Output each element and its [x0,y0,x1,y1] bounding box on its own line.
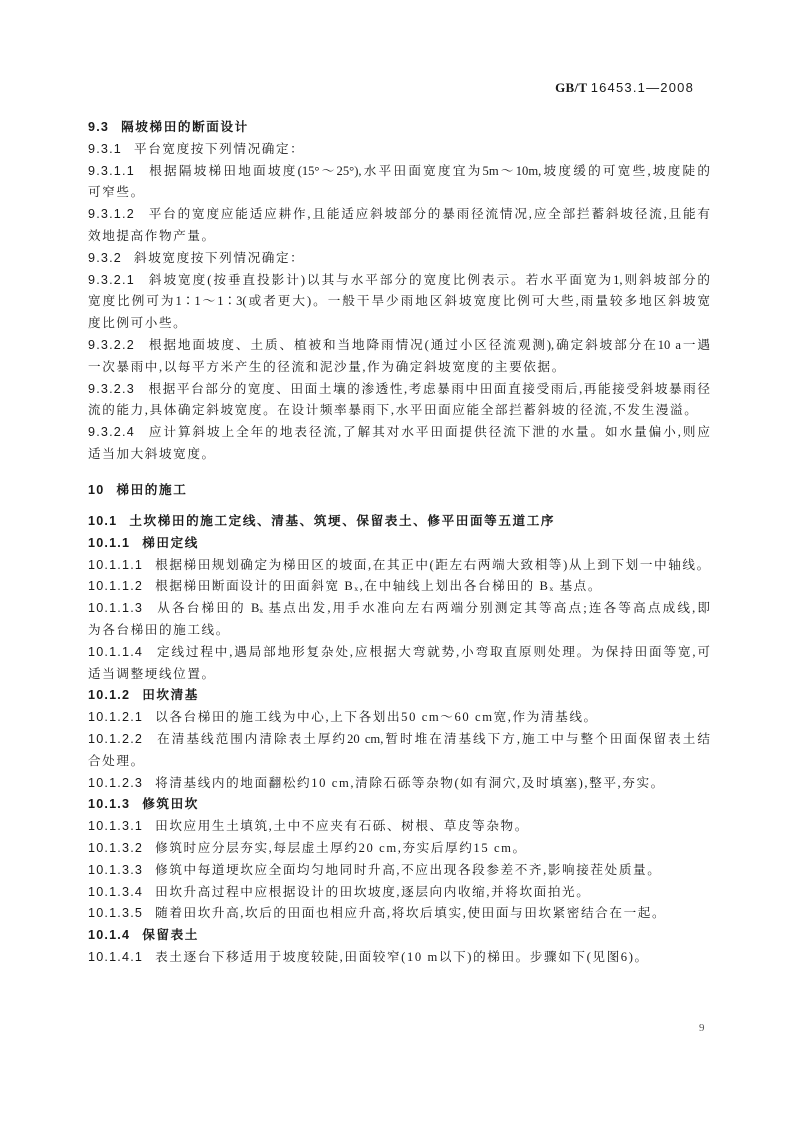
section-heading [88,794,710,816]
clause-text: 一次暴雨中,以每平方米产生的径流和泥沙量,作为确定斜坡宽度的主要依据。 [88,359,566,374]
clause [88,576,710,598]
text-line [88,620,710,642]
clause-number: 10 [88,483,105,497]
clause-text: 合处理。 [88,753,145,768]
clause [88,335,710,379]
clause-number: 10.1.3 [88,797,131,812]
clause-text: 效地提高作物产量。 [88,228,216,243]
text-line [88,182,710,204]
text-line [88,204,710,226]
clause [88,270,710,335]
clause-text: 度比例可小些。 [88,316,188,331]
clause [88,903,710,925]
clause-number: 10.1.1.1 [88,557,144,572]
clause-number: 10.1.2.1 [88,710,144,725]
clause-text: 流的能力,具体确定斜坡宽度。在设计频率暴雨下,水平田面应能全部拦蓄斜坡的径流,不发生漫溢。 [88,403,699,418]
clause-text: 从各台梯田的 Bₓ 基点出发,用手水准向左右两端分别测定其等高点;连各等高点成线,即 [155,601,710,616]
text-line [88,313,710,335]
clause-text: 修筑中每道埂坎应全面均匀地同时升高,不应出现各段参差不齐,影响接茬处质量。 [155,862,662,877]
clause [88,422,710,466]
clause-number: 10.1 [88,514,118,528]
clause-text: 根据梯田断面设计的田面斜宽 Bₓ,在中轴线上划出各台梯田的 Bₓ 基点。 [155,579,603,594]
section-heading [88,480,710,502]
clause-number: 10.1.2.2 [88,731,144,746]
clause [88,816,710,838]
clause-number: 10.1.1.2 [88,579,144,594]
clause-number: 9.3.1.2 [88,207,135,222]
text-line [88,422,710,444]
section-heading [88,685,710,707]
text-line [88,729,710,751]
clause-number: 9.3.2.4 [88,425,135,440]
text-line [88,117,710,139]
page-number: 9 [699,1022,705,1034]
clause [88,204,710,248]
standard-number: 16453.1—2008 [590,80,694,95]
clause-text: 保留表土 [142,928,199,943]
text-line [88,925,710,947]
section-10-1 [88,511,710,969]
text-line [88,444,710,466]
clause-number: 10.1.4 [88,928,131,943]
clause [88,161,710,205]
clause-number: 9.3.2.3 [88,381,135,396]
clause-text: 根据梯田规划确定为梯田区的坡面,在其正中(距左右两端大致相等)从上到下划一中轴线。 [155,557,711,572]
clause-number: 10.1.3.5 [88,906,144,921]
clause-text: 梯田定线 [142,535,199,550]
text-line [88,248,710,270]
clause [88,860,710,882]
clause-text: 修筑时应分层夯实,每层虚土厚约20 cm,夯实后厚约15 cm。 [155,840,527,855]
standard-prefix: GB/T [555,80,588,95]
text-line [88,400,710,422]
clause-text: 斜坡宽度(按垂直投影计)以其与水平部分的宽度比例表示。若水平面宽为1,则斜坡部分的 [146,272,710,287]
text-line [88,357,710,379]
clause-number: 10.1.3.1 [88,819,144,834]
clause [88,598,710,642]
clause-number: 10.1.1.4 [88,644,144,659]
clause-number: 10.1.3.2 [88,840,144,855]
text-line [88,903,710,925]
text-line [88,642,710,664]
clause [88,642,710,686]
clause-text: 田坎升高过程中应根据设计的田坎坡度,逐层向内收缩,并将坎面拍光。 [155,884,591,899]
text-line [88,838,710,860]
clause-number: 9.3.1 [88,141,123,156]
text-line [88,773,710,795]
text-line [88,707,710,729]
text-line [88,685,710,707]
clause-text: 将清基线内的地面翻松约10 cm,清除石砾等杂物(如有洞穴,及时填塞),整平,夯实。 [155,775,665,790]
clause-text: 以各台梯田的施工线为中心,上下各划出50 cm～60 cm宽,作为清基线。 [155,710,598,725]
clause-text: 田坎应用生土填筑,土中不应夹有石砾、树根、草皮等杂物。 [155,819,529,834]
clause-number: 10.1.3.3 [88,862,144,877]
clause-text: 田坎清基 [142,688,199,703]
text-line [88,794,710,816]
text-line [88,555,710,577]
clause-text: 表土逐台下移适用于坡度较陡,田面较窄(10 m以下)的梯田。步骤如下(见图6)。 [155,949,649,964]
text-line [88,576,710,598]
clause [88,773,710,795]
clause-text: 应计算斜坡上全年的地表径流,了解其对水平田面提供径流下泄的水量。如水量偏小,则应 [146,425,710,440]
text-line [88,816,710,838]
section-10-heading [88,480,710,502]
clause-text: 在清基线范围内清除表土厚约20 cm,暂时堆在清基线下方,施工中与整个田面保留表土结 [155,731,710,746]
clause-text: 根据地面坡度、土质、植被和当地降雨情况(通过小区径流观测),确定斜坡部分在10 a一遇 [146,337,710,352]
clause-number: 9.3.2.2 [88,337,135,352]
text-line [88,511,710,533]
clause [88,882,710,904]
clause-number: 9.3.1.1 [88,163,135,178]
text-line [88,226,710,248]
clause-number: 10.1.2.3 [88,775,144,790]
text-line [88,947,710,969]
clause-text: 适当调整埂线位置。 [88,666,216,681]
text-line [88,882,710,904]
section-heading [88,117,710,139]
text-line [88,480,710,502]
text-line [88,533,710,555]
clause [88,379,710,423]
clause [88,555,710,577]
text-line [88,664,710,686]
clause [88,838,710,860]
clause [88,947,710,969]
clause-text: 适当加大斜坡宽度。 [88,446,216,461]
clause-text: 为各台梯田的施工线。 [88,622,230,637]
text-line [88,139,710,161]
text-line [88,751,710,773]
text-line [88,860,710,882]
section-heading [88,533,710,555]
clause-text: 平台的宽度应能适应耕作,且能适应斜坡部分的暴雨径流情况,应全部拦蓄斜坡径流,且能有 [146,207,710,222]
section-heading [88,925,710,947]
standard-number-header [555,80,706,96]
clause-text: 根据隔坡梯田地面坡度(15°～25°),水平田面宽度宜为5m～10m,坡度缓的可宽些,坡度陡的 [146,163,710,178]
clause-text: 隔坡梯田的断面设计 [121,120,249,134]
clause-number: 9.3.2 [88,250,123,265]
clause-text: 宽度比例可为1∶1～1∶3(或者更大)。一般干旱少雨地区斜坡宽度比例可大些,雨量较多地区斜坡宽 [88,294,710,309]
clause-text: 斜坡宽度按下列情况确定： [134,250,305,265]
clause-number: 10.1.1.3 [88,601,144,616]
clause-number: 10.1.3.4 [88,884,144,899]
clause [88,139,710,161]
clause-text: 随着田坎升高,坎后的田面也相应升高,将坎后填实,使田面与田坎紧密结合在一起。 [155,906,667,921]
clause-text: 修筑田坎 [142,797,199,812]
text-line [88,379,710,401]
clause-number: 9.3.2.1 [88,272,135,287]
clause-text: 定线过程中,遇局部地形复杂处,应根据大弯就势,小弯取直原则处理。为保持田面等宽,可 [155,644,710,659]
clause [88,707,710,729]
text-line [88,270,710,292]
clause-text: 可窄些。 [88,185,145,200]
section-9-3 [88,117,710,466]
clause [88,248,710,270]
text-line [88,161,710,183]
text-line [88,291,710,313]
clause-number: 10.1.4.1 [88,949,144,964]
clause-number: 10.1.1 [88,535,131,550]
section-heading [88,511,710,533]
clause-text: 平台宽度按下列情况确定： [134,141,305,156]
clause-text: 根据平台部分的宽度、田面土壤的渗透性,考虑暴雨中田面直接受雨后,再能接受斜坡暴雨径 [146,381,710,396]
clause [88,729,710,773]
clause-number: 9.3 [88,120,110,134]
clause-text: 梯田的施工 [116,483,188,497]
text-line [88,598,710,620]
text-line [88,335,710,357]
clause-text: 土坎梯田的施工定线、清基、筑埂、保留表土、修平田面等五道工序 [129,514,556,528]
clause-number: 10.1.2 [88,688,131,703]
